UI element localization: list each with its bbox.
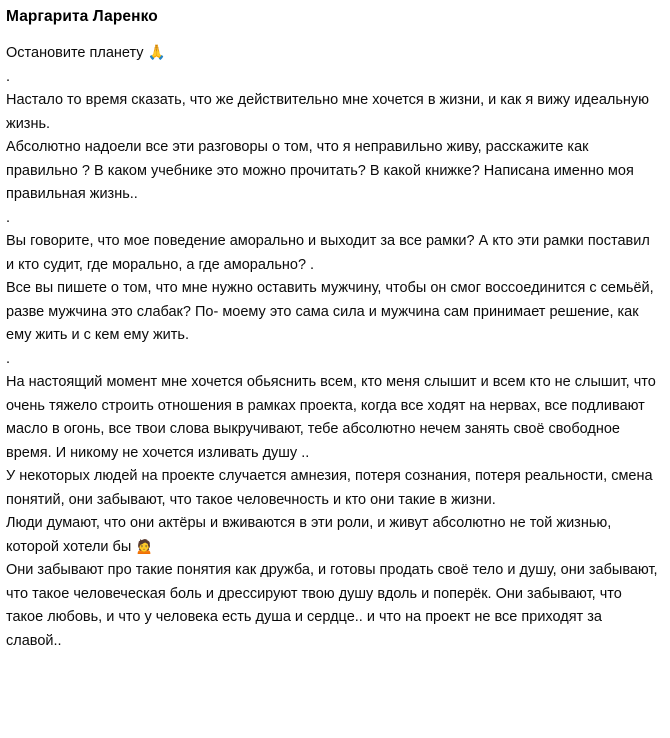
post-paragraph: Остановите планету 🙏 xyxy=(6,45,166,61)
post-paragraph: Вы говорите, что мое поведение аморально и выходит за все рамки? А кто эти рамки поставил и кто судит, где морально, а где аморально? . xyxy=(6,233,650,273)
post-paragraph: Они забывают про такие понятия как дружба, и готовы продать своё тело и душу, они забывают, что такое человеческая боль и дрессируют твою душу вдоль и поперёк. Они забывают, что такое любовь, и что у человека есть душа и сердце.. и что на проект не все приходят за славой.. xyxy=(6,562,658,649)
post-body xyxy=(6,42,660,653)
post-paragraph: Абсолютно надоели все эти разговоры о том, что я неправильно живу, расскажите как правильно ? В каком учебнике это можно прочитать? В какой книжке? Написана именно моя правильная жизнь.. xyxy=(6,139,634,202)
post-paragraph: У некоторых людей на проекте случается амнезия, потеря сознания, потеря реальности, смена понятий, они забывают, что такое человечность и кто они такие в жизни. xyxy=(6,468,653,508)
post-paragraph: Все вы пишете о том, что мне нужно оставить мужчину, чтобы он смог воссоединится с семьёй, разве мужчина это слабак? По- моему это сама сила и мужчина сам принимает решение, как ему жить и с кем ему жить. xyxy=(6,280,654,343)
post-paragraph: На настоящий момент мне хочется обьяснить всем, кто меня слышит и всем кто не слышит, что очень тяжело строить отношения в рамках проекта, когда все ходят на нервах, все подливают масло в огонь, все твои слова выкручивают, тебе абсолютно нечем занять своё свободное время. И никому не хочется изливать душу .. xyxy=(6,374,656,461)
post-paragraph: . xyxy=(6,68,11,85)
post-paragraph: Настало то время сказать, что же действительно мне хочется в жизни, и как я вижу идеальную жизнь. xyxy=(6,92,650,132)
post-paragraph: Люди думают, что они актёры и вживаются в эти роли, и живут абсолютно не той жизнью, которой хотели бы 🙍 xyxy=(6,515,612,555)
post-author: Маргарита Ларенко xyxy=(6,8,158,25)
post-paragraph: . xyxy=(6,350,11,367)
post-paragraph: . xyxy=(6,209,11,226)
